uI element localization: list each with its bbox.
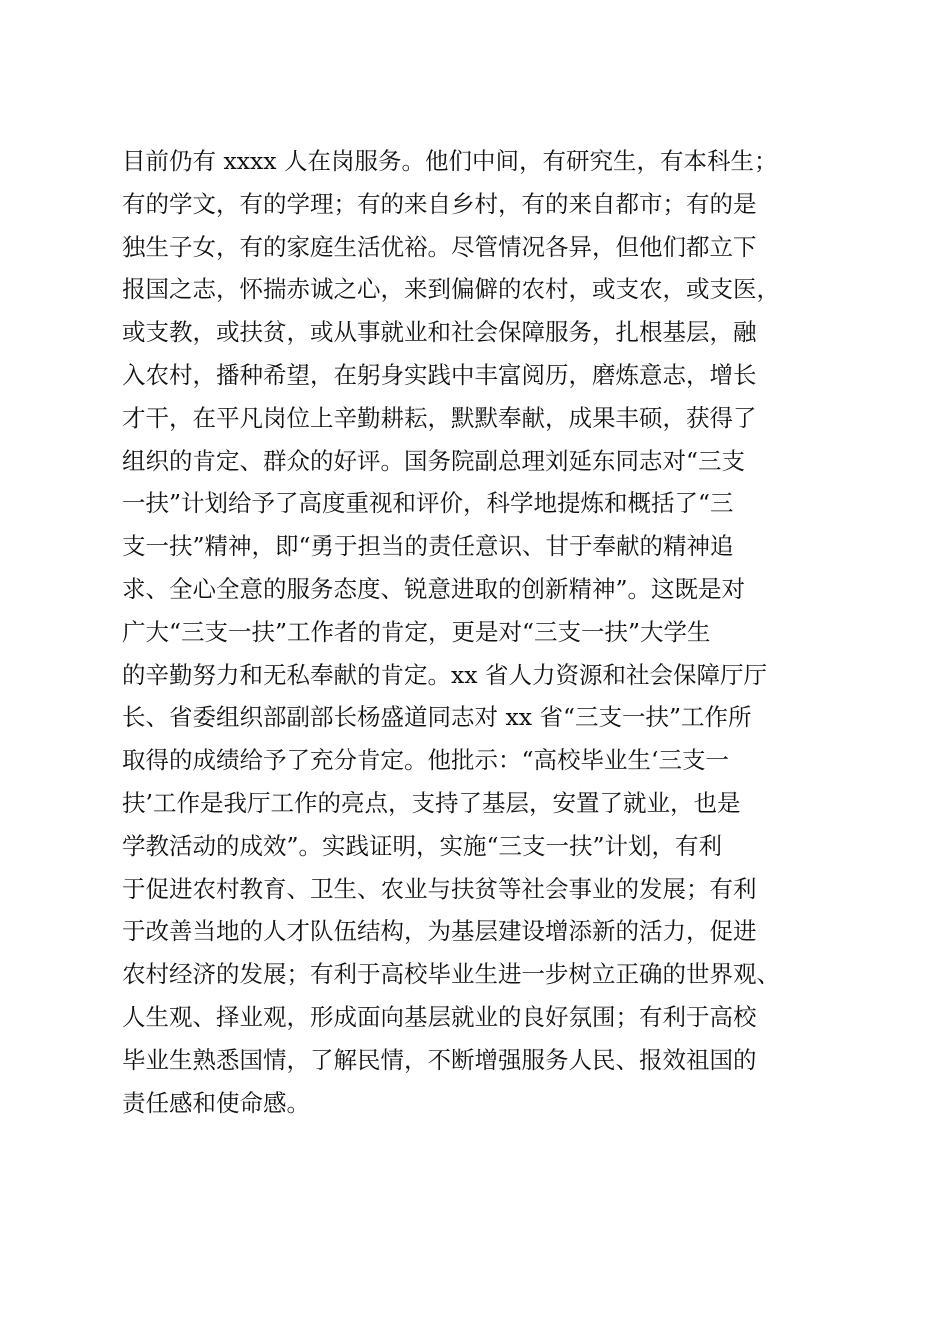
text-line: 有的学文，有的学理；有的来自乡村，有的来自都市；有的是 <box>122 189 757 218</box>
text-line: 独生子女，有的家庭生活优裕。尽管情况各异，但他们都立下 <box>122 232 757 261</box>
text-line: 目前仍有 xxxx 人在岗服务。他们中间，有研究生，有本科生； <box>122 147 778 175</box>
text-line: 取得的成绩给予了充分肯定。他批示：“高校毕业生‘三支一 <box>122 746 729 775</box>
text-line: 求、全心全意的服务态度、锐意进取的创新精神”。这既是对 <box>122 574 746 603</box>
text-line: 毕业生熟悉国情，了解民情，不断增强服务人民、报效祖国的 <box>122 1045 757 1074</box>
body-paragraph <box>122 140 842 1124</box>
text-line: 于促进农村教育、卫生、农业与扶贫等社会事业的发展；有利 <box>122 874 757 903</box>
text-line: 人生观、择业观，形成面向基层就业的良好氛围；有利于高校 <box>122 1002 757 1031</box>
text-line: 报国之志，怀揣赤诚之心，来到偏僻的农村，或支农，或支医， <box>122 275 780 304</box>
text-line: 支一扶”精神，即“勇于担当的责任意识、甘于奉献的精神追 <box>122 532 734 561</box>
text-line: 农村经济的发展；有利于高校毕业生进一步树立正确的世界观、 <box>122 960 780 989</box>
text-line: 于改善当地的人才队伍结构，为基层建设增添新的活力，促进 <box>122 917 757 946</box>
text-line: 长、省委组织部副部长杨盛道同志对 xx 省“三支一扶”工作所 <box>122 703 752 732</box>
text-line: 或支教，或扶贫，或从事就业和社会保障服务，扎根基层，融 <box>122 318 757 347</box>
text-line: 才干，在平凡岗位上辛勤耕耘，默默奉献，成果丰硕，获得了 <box>122 403 757 432</box>
text-line: 扶’工作是我厅工作的亮点，支持了基层，安置了就业，也是 <box>122 788 741 817</box>
text-line: 组织的肯定、群众的好评。国务院副总理刘延东同志对“三支 <box>122 446 746 475</box>
text-line: 一扶”计划给予了高度重视和评价，科学地提炼和概括了“三 <box>122 489 734 518</box>
text-line: 的辛勤努力和无私奉献的肯定。xx 省人力资源和社会保障厅厅 <box>122 660 767 689</box>
text-line: 责任感和使命感。 <box>122 1088 310 1117</box>
text-line: 学教活动的成效”。实践证明，实施“三支一扶”计划，有利 <box>122 831 723 860</box>
text-line: 广大“三支一扶”工作者的肯定，更是对“三支一扶”大学生 <box>122 617 711 646</box>
text-line: 入农村，播种希望，在躬身实践中丰富阅历，磨炼意志，增长 <box>122 360 757 389</box>
